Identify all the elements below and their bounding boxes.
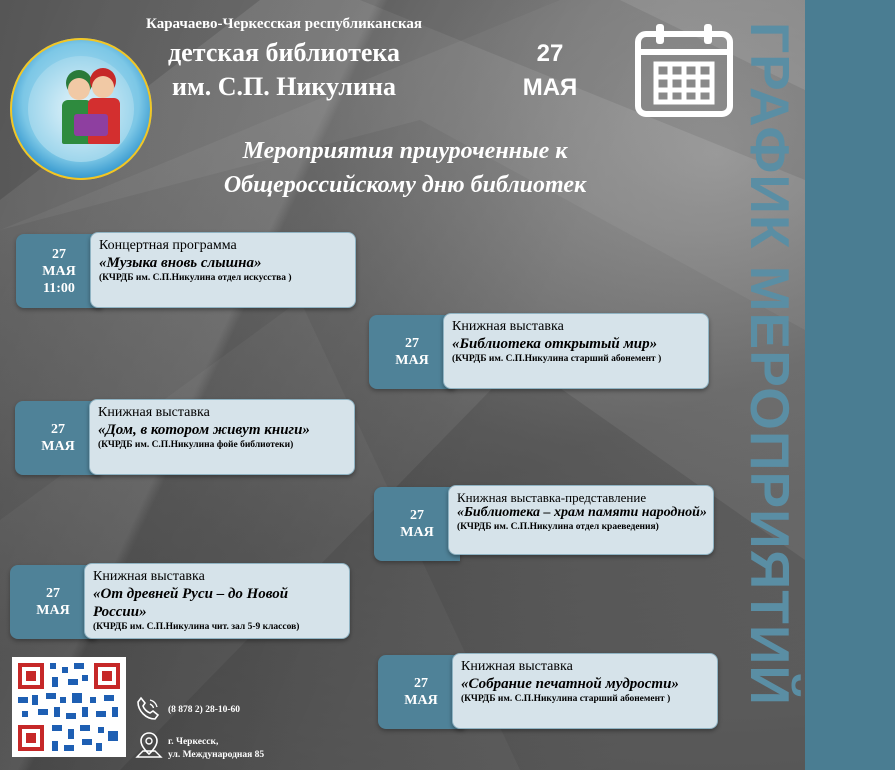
event-month: МАЯ (404, 693, 438, 708)
event-card (369, 313, 709, 387)
event-day: 27 (414, 676, 428, 691)
event-type: Книжная выставка-представление (457, 490, 647, 505)
event-info (90, 232, 356, 308)
event-day: 27 (410, 508, 424, 523)
library-logo (10, 38, 152, 180)
event-day: 27 (52, 246, 66, 262)
side-panel (805, 0, 895, 770)
event-title: «Собрание печатной мудрости» (461, 676, 679, 692)
event-info (89, 399, 355, 475)
location-pin-icon (134, 730, 164, 760)
event-info (452, 653, 718, 729)
event-info (84, 563, 350, 639)
event-location: (КЧРДБ им. С.П.Никулина чит. зал 5-9 классов) (93, 622, 300, 632)
phone-number: (8 878 2) 28-10-60 (168, 705, 241, 715)
event-title: «Библиотека – храм памяти народной» (457, 505, 707, 520)
event-card (378, 653, 718, 727)
logo-center (28, 56, 134, 162)
logo-figure-boy (92, 76, 114, 98)
event-info (448, 485, 714, 555)
logo-figure-girl (68, 78, 90, 100)
subtitle (170, 134, 640, 202)
event-type: Книжная выставка (98, 405, 210, 420)
event-month: МАЯ (41, 439, 75, 454)
event-type: Книжная выставка (93, 569, 205, 584)
event-title: «Музыка вновь слышна» (99, 255, 262, 271)
calendar-icon (634, 22, 734, 118)
event-info (443, 313, 709, 389)
event-title: «Библиотека открытый мир» (452, 336, 658, 352)
address-street: ул. Международная 85 (168, 750, 265, 760)
event-location: (КЧРДБ им. С.П.Никулина отдел искусства ) (99, 273, 292, 283)
qr-code (12, 657, 126, 757)
event-location: (КЧРДБ им. С.П.Никулина старший абонемент ) (452, 354, 662, 364)
event-card (10, 563, 350, 637)
logo-book (74, 114, 108, 136)
subtitle-line1: Мероприятия приуроченные к (242, 138, 568, 164)
event-location: (КЧРДБ им. С.П.Никулина отдел краеведения) (457, 522, 659, 532)
event-time: 11:00 (43, 280, 75, 296)
header-date-day: 27 (536, 40, 564, 67)
event-month: МАЯ (36, 603, 70, 618)
event-card (15, 399, 355, 473)
event-type: Книжная выставка (461, 659, 573, 674)
header-date-month: МАЯ (522, 74, 578, 101)
event-type: Концертная программа (99, 238, 237, 253)
header-line2: детская библиотека (168, 38, 400, 67)
event-day: 27 (46, 586, 60, 601)
event-card (374, 485, 714, 559)
event-location: (КЧРДБ им. С.П.Никулина фойе библиотеки) (98, 440, 294, 450)
event-location: (КЧРДБ им. С.П.Никулина старший абонемент ) (461, 694, 671, 704)
event-card (16, 232, 356, 306)
event-day: 27 (405, 336, 419, 351)
event-month: МАЯ (400, 525, 434, 540)
phone-icon (134, 695, 162, 723)
vertical-title: ГРАФИК МЕРОПРИЯТИЙ (739, 22, 801, 706)
event-month: МАЯ (395, 353, 429, 368)
address-city: г. Черкесск, (168, 737, 219, 747)
header-line1: Карачаево-Черкесская республиканская (146, 16, 422, 32)
header-line3: им. С.П. Никулина (172, 72, 396, 101)
subtitle-line2: Общероссийскому дню библиотек (223, 172, 587, 198)
event-title: «Дом, в котором живут книги» (98, 422, 310, 438)
event-title: «От древней Руси – до Новой России» (93, 586, 289, 620)
event-day: 27 (51, 422, 65, 437)
event-type: Книжная выставка (452, 319, 564, 334)
event-month: МАЯ (42, 263, 76, 279)
